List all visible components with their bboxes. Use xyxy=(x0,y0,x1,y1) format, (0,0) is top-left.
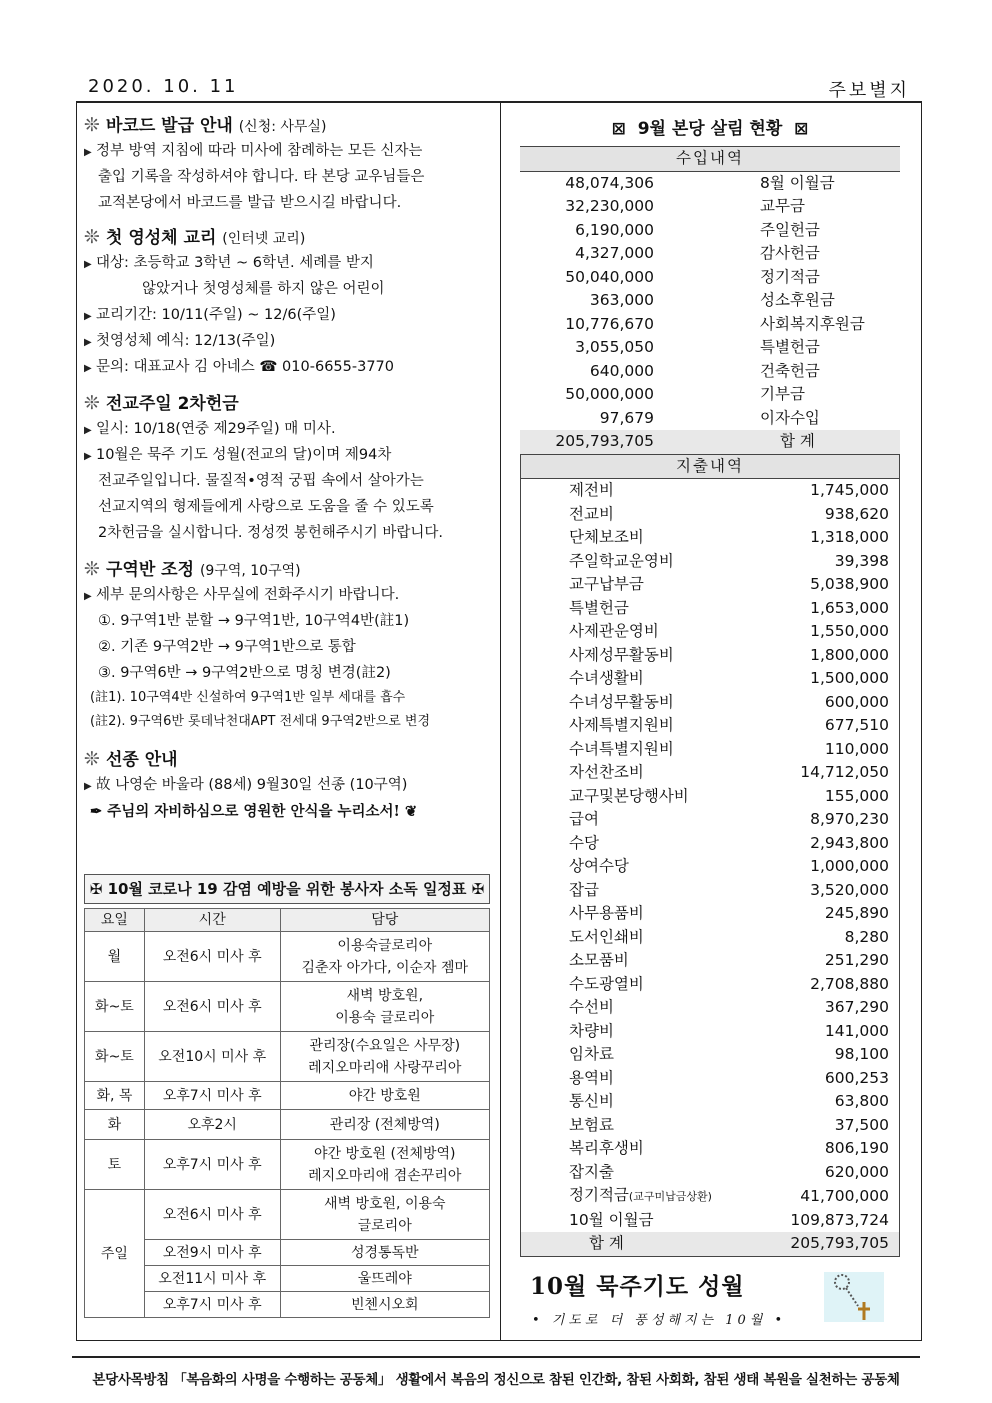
expense-amount: 98,100 xyxy=(834,1045,889,1063)
table-row xyxy=(85,1082,490,1110)
rosary-month-subtitle: • 기도로 더 풍성해지는 10월 • xyxy=(532,1313,787,1328)
income-amount: 3,055,050 xyxy=(575,338,654,356)
bullet-icon: ▶ xyxy=(84,259,92,270)
table-row xyxy=(85,1110,490,1140)
income-table xyxy=(520,146,900,454)
expense-row xyxy=(521,808,900,832)
expense-label: 제전비 xyxy=(569,481,614,499)
income-amount: 32,230,000 xyxy=(565,197,654,215)
expense-label: 교구및본당행사비 xyxy=(569,786,689,805)
expense-row xyxy=(521,550,900,574)
expense-row xyxy=(521,761,900,785)
column-divider xyxy=(500,101,501,1341)
barcode-line-3: 교적본당에서 바코드를 발급 받으시길 바랍니다. xyxy=(98,195,402,211)
row-time: 오전11시 미사 후 xyxy=(144,1266,280,1292)
mission-line-5: 2차헌금을 실시합니다. 정성껏 봉헌해주시기 바랍니다. xyxy=(98,525,444,541)
income-header: 수입내역 xyxy=(520,147,900,172)
expense-row xyxy=(521,1137,900,1161)
bullet-icon: ▶ xyxy=(84,337,92,348)
row-time: 오전6시 미사 후 xyxy=(144,932,280,982)
expense-amount: 8,280 xyxy=(844,927,889,946)
district-line-1: ▶ 세부 문의사항은 사무실에 전화주시기 바랍니다. xyxy=(84,582,494,608)
expense-row xyxy=(521,926,900,950)
expense-amount: 600,000 xyxy=(824,692,889,711)
death-notice: ▶ 故 나영순 바울라 (88세) 9월30일 선종 (10구역) xyxy=(84,772,494,798)
row-time: 오전6시 미사 후 xyxy=(144,1190,280,1240)
expense-row xyxy=(521,738,900,762)
income-total-amount: 205,793,705 xyxy=(520,430,702,454)
expense-amount: 110,000 xyxy=(824,739,889,758)
income-label: 사회복지후원금 xyxy=(760,314,865,333)
bullet-icon: ▶ xyxy=(84,363,92,374)
expense-amount: 620,000 xyxy=(824,1162,889,1181)
row-time: 오전9시 미사 후 xyxy=(144,1240,280,1266)
expense-amount: 2,943,800 xyxy=(810,833,889,852)
expense-row xyxy=(521,1209,900,1233)
income-row xyxy=(520,336,900,360)
expense-total-row xyxy=(521,1232,900,1256)
row-time: 오후2시 xyxy=(144,1110,280,1140)
snowflake-icon: ❊ xyxy=(84,748,100,770)
row-day: 월 xyxy=(85,932,145,982)
expense-row xyxy=(521,1090,900,1114)
barcode-line-2: 출입 기록을 작성하셔야 합니다. 타 본당 교우님들은 xyxy=(98,169,425,185)
income-amount: 363,000 xyxy=(589,291,654,309)
income-row xyxy=(520,313,900,337)
expense-row xyxy=(521,855,900,879)
right-column xyxy=(520,112,900,1257)
expense-label: 주일학교운영비 xyxy=(569,551,674,570)
table-row xyxy=(85,1240,490,1266)
mission-line-1: ▶ 일시: 10/18(연중 제29주일) 매 미사. xyxy=(84,416,494,442)
income-row xyxy=(520,266,900,290)
bullet-icon: ▶ xyxy=(84,147,92,158)
district-line-2: ①. 9구역1반 분할 → 9구역1반, 10구역4반(註1) xyxy=(98,613,410,629)
expense-row xyxy=(521,1161,900,1185)
income-label: 교무금 xyxy=(760,197,805,215)
row-day: 화~토 xyxy=(85,1032,145,1082)
expense-row xyxy=(521,973,900,997)
quill-icon: ✒ xyxy=(90,803,103,820)
expense-label: 용역비 xyxy=(569,1068,614,1087)
row-assignee: 이용숙글로리아 김춘자 아가다, 이순자 젬마 xyxy=(280,932,489,982)
income-label: 성소후원금 xyxy=(760,291,835,309)
expense-label: 통신비 xyxy=(569,1092,614,1110)
bullet-icon: ▶ xyxy=(84,591,92,602)
left-column xyxy=(84,112,494,826)
expense-amount: 1,550,000 xyxy=(810,622,889,640)
income-label: 주일헌금 xyxy=(760,220,820,239)
expense-amount: 109,873,724 xyxy=(790,1210,889,1229)
expense-amount: 251,290 xyxy=(824,951,889,969)
income-row xyxy=(520,407,900,431)
expense-label: 사제특별지원비 xyxy=(569,716,674,734)
expense-amount: 8,970,230 xyxy=(810,810,889,828)
income-row xyxy=(520,219,900,243)
table-row xyxy=(85,1140,490,1190)
communion-target: ▶ 대상: 초등학교 3학년 ~ 6학년. 세례를 받지 xyxy=(84,250,494,276)
header-day: 요일 xyxy=(85,909,145,932)
expense-amount: 39,398 xyxy=(834,551,889,570)
income-label: 특별헌금 xyxy=(760,338,820,356)
barcode-line-1: ▶ 정부 방역 지침에 따라 미사에 참례하는 모든 신자는 xyxy=(84,138,494,164)
expense-label: 자선찬조비 xyxy=(569,763,644,781)
bulletin-date: 2020. 10. 11 xyxy=(88,76,239,97)
expense-label: 수당 xyxy=(569,833,599,852)
communion-target-cont: 않았거나 첫영성체를 하지 않은 어린이 xyxy=(142,281,385,297)
row-day: 화 xyxy=(85,1110,145,1140)
expense-label: 잡급 xyxy=(569,880,599,899)
income-amount: 640,000 xyxy=(589,361,654,380)
expense-row xyxy=(521,503,900,527)
bullet-icon: ▶ xyxy=(84,425,92,436)
expense-label: 도서인쇄비 xyxy=(569,927,644,946)
communion-ceremony: ▶ 첫영성체 예식: 12/13(주일) xyxy=(84,328,494,354)
table-row xyxy=(85,1266,490,1292)
row-assignee: 야간 방호원 (전체방역) 레지오마리애 겸손꾸리아 xyxy=(280,1140,489,1190)
section-title-death: ❊ 선종 안내 xyxy=(84,748,178,770)
row-assignee: 관리장 (전체방역) xyxy=(280,1110,489,1140)
expense-label: 10월 이월금 xyxy=(569,1210,654,1229)
snowflake-icon: ❊ xyxy=(84,226,100,248)
expense-row xyxy=(521,949,900,973)
expense-label: 사제성무활동비 xyxy=(569,645,674,664)
header-time: 시간 xyxy=(144,909,280,932)
table-row xyxy=(85,1292,490,1318)
expense-amount: 600,253 xyxy=(824,1068,889,1087)
expense-row xyxy=(521,597,900,621)
expense-row xyxy=(521,479,900,503)
expense-amount: 806,190 xyxy=(824,1139,889,1157)
expense-amount: 245,890 xyxy=(824,904,889,922)
snowflake-icon: ❊ xyxy=(84,392,100,414)
row-day: 화, 목 xyxy=(85,1082,145,1110)
expense-total-amount: 205,793,705 xyxy=(762,1232,900,1256)
finance-title: ⊠ 9월 본당 살림 현황 ⊠ xyxy=(611,119,809,139)
expense-label: 수녀특별지원비 xyxy=(569,739,674,758)
expense-amount: 1,500,000 xyxy=(810,669,889,687)
expense-label: 상여수당 xyxy=(569,857,629,875)
expense-row xyxy=(521,1020,900,1044)
expense-label: 수녀성무활동비 xyxy=(569,692,674,711)
expense-label: 사무용품비 xyxy=(569,904,644,922)
expense-row xyxy=(521,902,900,926)
expense-amount: 141,000 xyxy=(824,1021,889,1040)
expense-amount: 677,510 xyxy=(824,716,889,734)
expense-row xyxy=(521,785,900,809)
row-time: 오후7시 미사 후 xyxy=(144,1292,280,1318)
expense-label: 수도광열비 xyxy=(569,974,644,993)
snowflake-icon: ❊ xyxy=(84,558,100,580)
mission-line-4: 선교지역의 형제들에게 사랑으로 도움을 줄 수 있도록 xyxy=(98,499,434,515)
expense-label: 복리후생비 xyxy=(569,1139,644,1157)
expense-header: 지출내역 xyxy=(521,454,900,479)
expense-row xyxy=(521,691,900,715)
expense-row xyxy=(521,996,900,1020)
income-amount: 6,190,000 xyxy=(575,220,654,239)
row-assignee: 빈첸시오회 xyxy=(280,1292,489,1318)
rosary-month-title: 10월 묵주기도 성월 xyxy=(530,1273,745,1300)
expense-amount: 367,290 xyxy=(824,998,889,1016)
expense-row xyxy=(521,644,900,668)
page-header xyxy=(80,76,916,100)
expense-label: 임차료 xyxy=(569,1045,614,1063)
expense-label: 수녀생활비 xyxy=(569,669,644,687)
row-assignee: 새벽 방호원, 이용숙 글로리아 xyxy=(280,1190,489,1240)
expense-row xyxy=(521,1067,900,1091)
ornament-icon: ❦ xyxy=(404,803,418,820)
bullet-icon: ▶ xyxy=(84,781,92,792)
district-line-3: ②. 기존 9구역2반 → 9구역1반으로 통합 xyxy=(98,639,356,655)
district-line-4: ③. 9구역6반 → 9구역2반으로 명칭 변경(註2) xyxy=(98,665,391,681)
income-label: 건축헌금 xyxy=(760,361,820,380)
expense-row xyxy=(521,526,900,550)
row-day: 토 xyxy=(85,1140,145,1190)
expense-row xyxy=(521,1184,900,1209)
income-label: 감사헌금 xyxy=(760,244,820,262)
expense-label: 잡지출 xyxy=(569,1162,614,1181)
expense-label: 차량비 xyxy=(569,1021,614,1040)
income-row xyxy=(520,383,900,407)
expense-row xyxy=(521,573,900,597)
pastoral-motto: 본당사목방침 「복음화의 사명을 수행하는 공동체」 생활에서 복음의 정신으로 참된 인간화, 참된 사회화, 참된 생태 복원을 실천하는 공동체 xyxy=(92,1372,900,1388)
expense-row xyxy=(521,1043,900,1067)
communion-contact: ▶ 문의: 대표교사 김 아네스 ☎ 010-6655-3770 xyxy=(84,354,494,380)
disinfection-schedule-table xyxy=(84,908,490,1318)
table-header-row xyxy=(85,909,490,932)
table-row xyxy=(85,932,490,982)
income-amount: 48,074,306 xyxy=(565,173,654,192)
section-title-barcode: ❊ 바코드 발급 안내 (신청: 사무실) xyxy=(84,114,327,136)
income-amount: 97,679 xyxy=(599,408,654,427)
income-row xyxy=(520,242,900,266)
expense-amount: 3,520,000 xyxy=(810,880,889,899)
row-assignee: 새벽 방호원, 이용숙 글로리아 xyxy=(280,982,489,1032)
row-time: 오전10시 미사 후 xyxy=(144,1032,280,1082)
expense-amount: 155,000 xyxy=(824,786,889,805)
income-label: 8월 이월금 xyxy=(760,173,835,192)
expense-amount: 5,038,900 xyxy=(810,575,889,593)
snowflake-icon: ❊ xyxy=(84,114,100,136)
expense-amount: 1,653,000 xyxy=(810,598,889,617)
expense-amount: 63,800 xyxy=(834,1092,889,1110)
rosary-icon xyxy=(824,1272,884,1322)
communion-period: ▶ 교리기간: 10/11(주일) ~ 12/6(주일) xyxy=(84,302,494,328)
income-amount: 50,000,000 xyxy=(565,385,654,403)
row-time: 오후7시 미사 후 xyxy=(144,1140,280,1190)
income-label: 정기적금 xyxy=(760,267,820,286)
mission-line-3: 전교주일입니다. 물질적•영적 궁핍 속에서 살아가는 xyxy=(98,473,424,489)
bullet-icon: ▶ xyxy=(84,451,92,462)
income-amount: 4,327,000 xyxy=(575,244,654,262)
expense-label: 사제관운영비 xyxy=(569,622,659,640)
header-assignee: 담당 xyxy=(280,909,489,932)
expense-amount: 2,708,880 xyxy=(810,974,889,993)
expense-amount: 14,712,050 xyxy=(800,763,889,781)
expense-amount: 41,700,000 xyxy=(800,1186,889,1205)
ornament-icon: ⊠ xyxy=(794,119,809,139)
expense-amount: 37,500 xyxy=(834,1115,889,1134)
income-amount: 10,776,670 xyxy=(565,314,654,333)
expense-amount: 1,800,000 xyxy=(810,645,889,664)
income-label: 이자수입 xyxy=(760,408,820,427)
expense-label: 보험료 xyxy=(569,1115,614,1134)
row-day: 주일 xyxy=(85,1190,145,1318)
expense-label: 특별헌금 xyxy=(569,598,629,617)
section-title-communion: ❊ 첫 영성체 교리 (인터넷 교리) xyxy=(84,226,306,248)
expense-amount: 1,745,000 xyxy=(810,481,889,499)
ornament-icon: ⊠ xyxy=(611,119,626,139)
district-note-2: (註2). 9구역6반 롯데낙천대APT 전세대 9구역2반으로 변경 xyxy=(90,714,431,729)
schedule-title: ✠ 10월 코로나 19 감염 예방을 위한 봉사자 소독 일정표 ✠ xyxy=(84,874,490,904)
row-assignee: 야간 방호원 xyxy=(280,1082,489,1110)
row-assignee: 성경통독반 xyxy=(280,1240,489,1266)
row-time: 오전6시 미사 후 xyxy=(144,982,280,1032)
income-total-label: 합 계 xyxy=(702,430,900,454)
blessing-text: ✒ 주님의 자비하심으로 영원한 안식을 누리소서! ❦ xyxy=(90,803,418,820)
income-row xyxy=(520,360,900,384)
income-amount: 50,040,000 xyxy=(565,267,654,286)
section-title-district: ❊ 구역반 조정 (9구역, 10구역) xyxy=(84,558,301,580)
expense-row xyxy=(521,620,900,644)
table-row xyxy=(85,982,490,1032)
expense-label: 단체보조비 xyxy=(569,528,644,546)
expense-label: 교구납부금 xyxy=(569,575,644,593)
table-row xyxy=(85,1190,490,1240)
income-row xyxy=(520,289,900,313)
expense-row xyxy=(521,667,900,691)
expense-row xyxy=(521,1114,900,1138)
district-note-1: (註1). 10구역4반 신설하여 9구역1반 일부 세대를 흡수 xyxy=(90,690,406,705)
table-row xyxy=(85,1032,490,1082)
expense-label: 정기적금(교구미납금상환) xyxy=(569,1186,712,1204)
row-day: 화~토 xyxy=(85,982,145,1032)
bulletin-title: 주보별지 xyxy=(828,80,910,101)
footer-rule xyxy=(72,1356,920,1358)
expense-row xyxy=(521,832,900,856)
mission-line-2: ▶ 10월은 묵주 기도 성월(전교의 달)이며 제94차 xyxy=(84,442,494,468)
expense-label: 소모품비 xyxy=(569,951,629,969)
expense-amount: 938,620 xyxy=(824,504,889,523)
expense-table xyxy=(520,454,900,1257)
expense-row xyxy=(521,714,900,738)
expense-label: 수선비 xyxy=(569,998,614,1016)
expense-row xyxy=(521,879,900,903)
expense-amount: 1,318,000 xyxy=(810,528,889,546)
row-assignee: 울뜨레야 xyxy=(280,1266,489,1292)
expense-label: 전교비 xyxy=(569,504,614,523)
income-row xyxy=(520,171,900,195)
income-total-row xyxy=(520,430,900,454)
expense-total-label: 합 계 xyxy=(521,1232,762,1256)
bullet-icon: ▶ xyxy=(84,311,92,322)
row-assignee: 관리장(수요일은 사무장) 레지오마리애 사랑꾸리아 xyxy=(280,1032,489,1082)
section-title-mission: ❊ 전교주일 2차헌금 xyxy=(84,392,239,414)
income-row xyxy=(520,195,900,219)
row-time: 오후7시 미사 후 xyxy=(144,1082,280,1110)
income-label: 기부금 xyxy=(760,385,805,403)
expense-amount: 1,000,000 xyxy=(810,857,889,875)
expense-label: 급여 xyxy=(569,810,599,828)
